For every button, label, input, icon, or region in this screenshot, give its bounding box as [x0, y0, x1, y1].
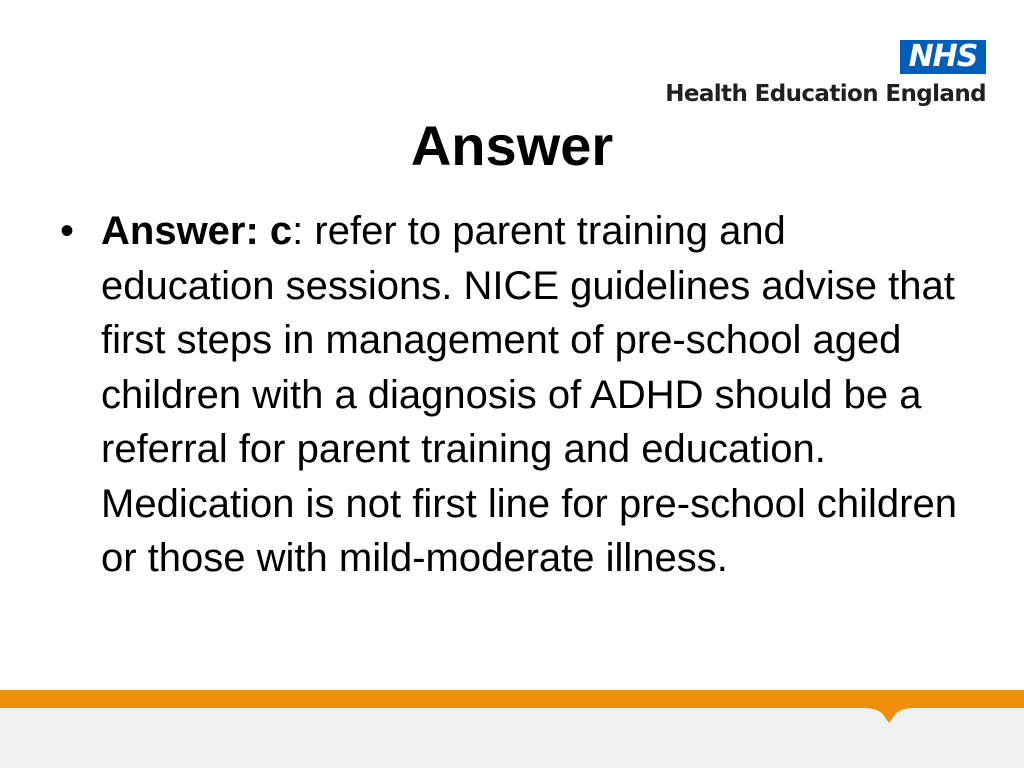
stripe-notch-point: [866, 708, 912, 723]
bullet-dot-icon: •: [60, 209, 75, 253]
answer-lead: Answer: c: [101, 209, 293, 253]
bullet-item: [101, 204, 960, 586]
nhs-hee-logo: [626, 40, 986, 112]
bullet-list: [60, 204, 960, 586]
orange-stripe-bar: [0, 690, 1024, 708]
nhs-logo-badge: NHS: [900, 40, 986, 74]
footer-orange-stripe: [0, 690, 1024, 730]
organisation-name: Health Education England: [665, 81, 986, 107]
slide-title: Answer: [410, 114, 614, 177]
answer-explanation: : refer to parent training and education sessions. NICE guidelines advise that first steps in management of pre-school aged children with a diagnosis of ADHD should be a referral for parent training and education. Medication is not first line for pre-school children or those with mild-moderate illness.: [101, 209, 957, 580]
